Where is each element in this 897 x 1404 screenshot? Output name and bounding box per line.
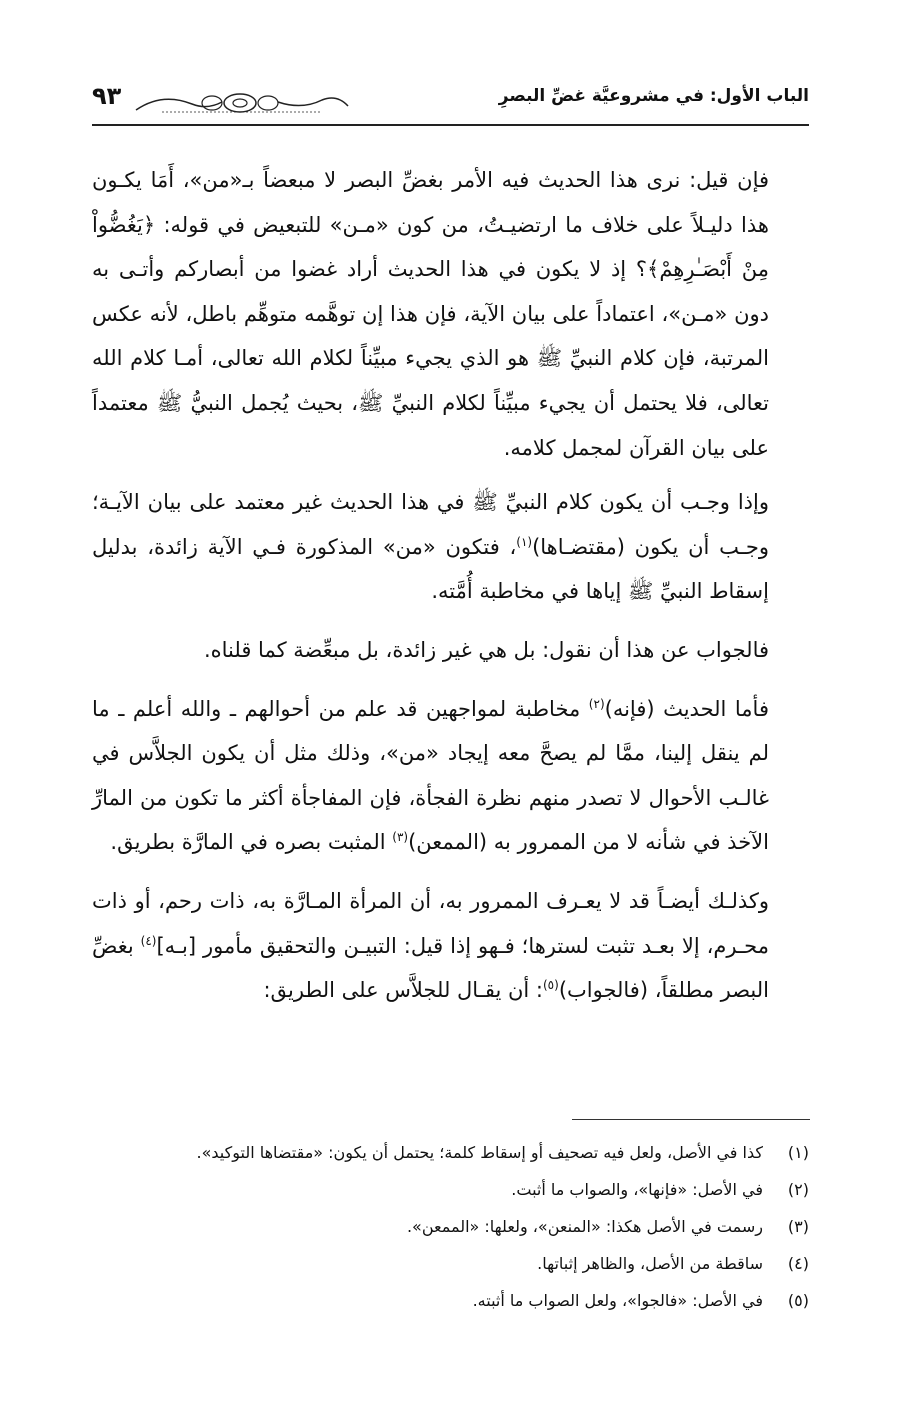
text-line: غالـب الأحوال لا تصدر منهم نظرة الفجأة، فإن المفاجأة أكثر ما تكون من المارِّ [92,785,769,810]
footnote-ref[interactable]: (٢) [588,696,605,711]
footnote-item [92,1171,809,1208]
paragraph [92,480,809,614]
footnote-separator [572,1119,810,1120]
text-line: فالجواب عن هذا أن نقول: بل هي غير زائدة، بل مبعِّضة كما قلناه. [203,637,769,662]
footnote-text: كذا في الأصل، ولعل فيه تصحيف أو إسقاط كلمة؛ يحتمل أن يكون: «مقتضاها التوكيد». [196,1143,763,1162]
text-line: النبيُّ ﷺ معتمداً على بيان القرآن لمجمل كلامه. [92,390,769,460]
text-line: : أن يقـال للجلاَّس على الطريق: [263,978,543,1003]
text-line: [بـه] [156,933,197,958]
header-ornament-icon [132,90,352,116]
text-line: الآيـة؛ وجـب أن يكون (مقتضـاها) [92,490,769,559]
footnote-item [92,1282,809,1319]
footnote-number: (٤) [787,1254,809,1273]
footnote-ref[interactable]: (١) [516,534,533,549]
text-line: بغضِّ البصر مطلقاً، (فالجواب) [92,933,769,1003]
running-header [92,82,809,122]
text-line: ، فتكون «من» المذكورة فـي الآية زائدة، [147,534,517,559]
paragraph [92,158,809,470]
text-line: بدليل إسقاط النبيِّ ﷺ إياها في مخاطبة أُمَّته. [92,534,769,604]
text-line: الآخذ في شأنه لا من الممرور به (الممعن) [408,830,769,855]
text-line: فإن قيل: نرى هذا الحديث فيه الأمر بغضِّ البصر لا مبعضاً بـ«من»، أَمَا [150,168,769,192]
text-line: مخاطبة لمواجهين قد علم من أحوالهم ـ والله أعلم ـ [118,696,589,721]
footnote-number: (٣) [787,1217,809,1236]
page-number: ٩٣ [92,82,122,110]
footnote-text: رسمت في الأصل هكذا: «المنعن»، ولعلها: «الممعن». [406,1217,763,1236]
footnote-text: ساقطة من الأصل، والظاهر إثباتها. [537,1254,763,1273]
text-line: وكذلـك أيضـاً قد لا يعـرف الممرور به، أن المرأة المـارَّة به، ذات رحم، [158,888,769,913]
footnote-text: في الأصل: «فالجوا»، ولعل الصواب ما أثبته. [472,1291,763,1310]
text-line: لأنه عكس المرتبة، فإن كلام النبيِّ ﷺ هو الذي يجيء مبيِّناً لكلام الله تعالى، [92,301,769,371]
footnote-ref[interactable]: (٣) [392,830,409,845]
paragraph [92,879,809,1013]
footnote-number: (٥) [787,1291,809,1310]
main-text [92,158,809,1027]
text-line: فأما الحديث (فإنه) [604,696,769,721]
text-line: ﴿يَغُضُّواْ مِنْ أَبْصَـٰرِهِمْ﴾؟ إذ لا يكون في هذا الحديث أراد غضوا من أبصاركم [92,212,769,282]
footnote-number: (١) [787,1143,809,1162]
footnote-item [92,1245,809,1282]
footnote-item [92,1208,809,1245]
text-line: يكـون هذا دليـلاً على خلاف ما ارتضيـتُ، من كون «مـن» للتبعيض في قوله: [92,168,769,237]
text-line: ما لم ينقل إلينا، ممَّا لم يصحَّ معه إيجاد «من»، وذلك مثل أن يكون الجلاَّس في [92,696,769,766]
footnote-text: في الأصل: «فإنها»، والصواب ما أثبت. [511,1180,763,1199]
footnote-ref[interactable]: (٤) [140,933,157,948]
text-line: أو ذات محـرم، إلا بعـد تثبت لسترها؛ فـهو إذا قيل: التبيـن والتحقيق مأمور [92,888,769,958]
text-line: المثبت بصره في المارَّة بطريق. [110,830,393,855]
text-line: أمـا كلام الله تعالى، فلا يحتمل أن يجيء مبيِّناً لكلام النبيِّ ﷺ، بحيث يُجمل [92,346,769,415]
paragraph [92,687,809,865]
footnote-item [92,1134,809,1171]
paragraph [92,628,809,673]
chapter-title: الباب الأول: في مشروعيَّة غضِّ البصرِ [498,86,809,106]
text-line: وأتـى به دون «مـن»، اعتماداً على بيان الآية، فإن هذا إن توهَّمه متوهِّم باطل، [92,257,769,326]
footnotes [92,1134,809,1319]
header-rule [92,124,809,126]
footnote-ref[interactable]: (٥) [542,978,559,993]
text-line: وإذا وجـب أن يكون كلام النبيِّ ﷺ في هذا الحديث غير معتمد على بيان [147,490,769,515]
footnote-number: (٢) [787,1180,809,1199]
